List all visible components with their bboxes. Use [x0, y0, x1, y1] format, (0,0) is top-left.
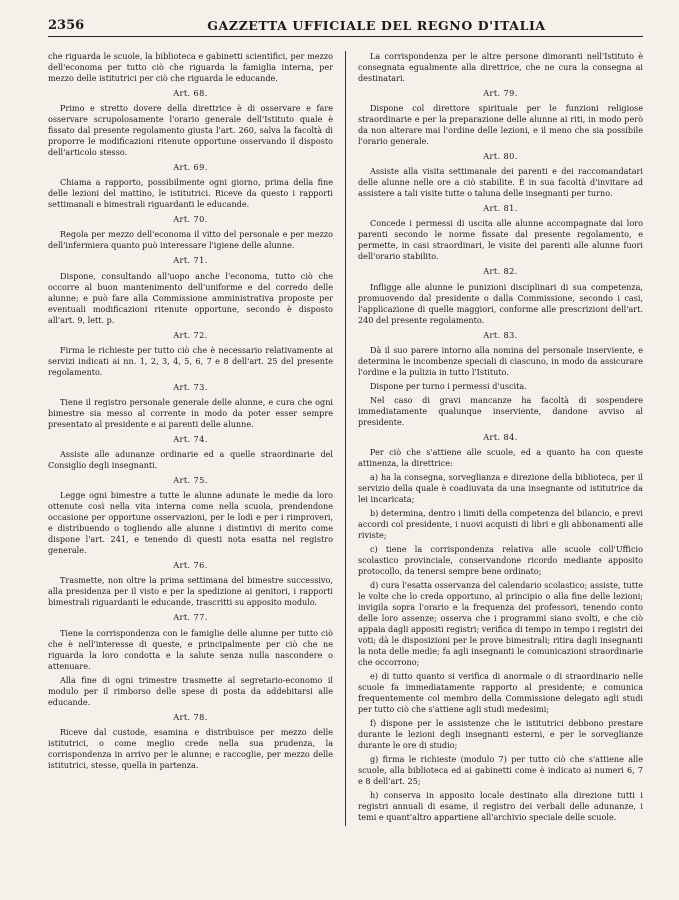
- paragraph: f) dispone per le assistenze che le istitutrici debbono prestare durante le lezioni degli insegnanti esterni, e per le sorveglianze durante le ore di studio;: [358, 717, 644, 750]
- left-column: [48, 51, 333, 826]
- article-heading: Art. 76.: [173, 560, 208, 571]
- paragraph: Assiste alla visita settimanale dei parenti e dei raccomandatari delle alunne nelle ore a ciò stabilite. È in sua facoltà d'invitare ad assistere a tali visite tutte o taluna delle insegnanti per turno.: [358, 166, 644, 199]
- article-heading: Art. 70.: [173, 214, 208, 225]
- article-heading: Art. 68.: [173, 88, 208, 98]
- article-heading: Art. 77.: [173, 612, 208, 623]
- paragraph: Chiama a rapporto, possibilmente ogni giorno, prima della fine delle lezioni del mattino, le istitutrici. Riceve da questo i rapporti settimanali e bimestrali riguardanti le educande.: [48, 177, 334, 210]
- paragraph: Legge ogni bimestre a tutte le alunne adunate le medie da loro ottenute così nella vita interna come nella scuola, prendendone occasione per opportune osservazioni, per le lodi e per i rimproveri, e distribuendo o togliendo alle alunne i distintivi di merito come dispone l'art. 241, e tenendo di questi nota esatta nel registro generale.: [48, 490, 334, 556]
- paragraph: Per ciò che s'attiene alle scuole, ed a quanto ha con queste attinenza, la direttrice:: [358, 446, 644, 468]
- paragraph: Primo e stretto dovere della direttrice è di osservare e fare osservare scrupolosamente l'orario generale dell'Istituto quale è fissato dal presente regolamento giusta l'art. 260, salva la facoltà di proporre le modificazioni ritenute opportune osservando il disposto dell'articolo stesso.: [48, 103, 334, 158]
- page-header: [48, 18, 643, 37]
- article-heading: Art. 78.: [173, 711, 208, 722]
- paragraph: Nel caso di gravi mancanze ha facoltà di sospendere immediatamente qualunque inserviente, dandone avviso al presidente.: [358, 394, 644, 427]
- article-heading: Art. 83.: [483, 329, 518, 340]
- paragraph: Dispone, consultando all'uopo anche l'economa, tutto ciò che occorre al buon mantenimento dell'uniforme e del corredo delle alunne; e può fare alla Commissione amministrativa proposte per eventuali modificazioni ritenute opportune, secondo è disposto all'art. 9, lett. p.: [48, 270, 334, 325]
- paragraph: b) determina, dentro i limiti della competenza del bilancio, e previ accordi col presidente, i nuovi acquisti di libri e gli abbonamenti alle riviste;: [358, 507, 644, 540]
- paragraph: Tiene il registro personale generale delle alunne, e cura che ogni bimestre sia messo al corrente in modo da poter esser sempre presentato al presidente e ai parenti delle alunne.: [48, 396, 334, 429]
- paragraph: Infligge alle alunne le punizioni disciplinari di sua competenza, promuovendo dal presidente o dalla Commissione, secondo i casi, l'applicazione di quelle maggiori, conforme alle prescrizioni dell'art. 240 del presente regolamento.: [358, 281, 644, 325]
- gazette-title: GAZZETTA UFFICIALE DEL REGNO D'ITALIA: [207, 18, 546, 33]
- text-columns: [48, 51, 643, 826]
- paragraph: Concede i permessi di uscita alle alunne accompagnate dai loro parenti secondo le norme fissate dal presente regolamento, e permette, in casi straordinari, le visite dei parenti alle alunne fuori dell'orario stabilito.: [358, 218, 644, 262]
- paragraph: e) di tutto quanto si verifica di anormale o di straordinario nelle scuole fa immediatamente rapporto al presidente; e comunica frequentemente col membro della Commissione delegato agli studi per tutto ciò che s'attiene agli studi medesimi;: [358, 670, 644, 714]
- article-heading: Art. 72.: [173, 329, 208, 340]
- paragraph: Dispone per turno i permessi d'uscita.: [370, 380, 527, 391]
- paragraph: g) firma le richieste (modulo 7) per tutto ciò che s'attiene alle scuole, alla biblioteca ed ai gabinetti come è indicato ai numeri 6, 7 e 8 dell'art. 25;: [358, 753, 644, 786]
- paragraph: Tiene la corrispondenza con le famiglie delle alunne per tutto ciò che è nell'interesse di queste, e principalmente per ciò che ne riguarda la loro condotta e la salute senza nulla nascondere o attenuare.: [48, 627, 334, 671]
- paragraph: d) cura l'esatta osservanza del calendario scolastico; assiste, tutte le volte che lo creda opportuno, al principio o alla fine delle lezioni; invigila sopra l'orario e la frequenza dei professori, tenendo conto delle loro assenze; osserva che i programmi siano svolti, e che ciò appaia dagli appositi registri; verifica di tempo in tempo i registri dei voti; dà le disposizioni per le prove bimestrali; ritira dagli insegnanti la nota delle medie; fa agli insegnanti le comunicazioni straordinarie che occorrono;: [358, 579, 644, 667]
- article-heading: Art. 82.: [483, 266, 518, 277]
- right-column: [358, 51, 643, 826]
- paragraph: Trasmette, non oltre la prima settimana del bimestre successivo, alla presidenza per il visto e per la spedizione ai genitori, i rapporti bimestrali riguardanti le educande, trascritti su apposito modulo.: [48, 575, 334, 608]
- article-heading: Art. 81.: [483, 203, 518, 214]
- article-heading: Art. 80.: [483, 151, 518, 162]
- paragraph: Assiste alle adunanze ordinarie ed a quelle straordinarie del Consiglio degli insegnanti.: [48, 449, 334, 471]
- article-heading: Art. 84.: [483, 431, 518, 442]
- paragraph: Regola per mezzo dell'economa il vitto del personale e per mezzo dell'infermiera quanto può interessare l'igiene delle alunne.: [48, 229, 334, 251]
- article-heading: Art. 69.: [173, 162, 208, 173]
- article-heading: Art. 73.: [173, 381, 208, 392]
- paragraph: h) conserva in apposito locale destinato alla direzione tutti i registri annuali di esame, il registro dei verbali delle adunanze, i temi e quant'altro appartiene all'archivio speciale delle scuole.: [358, 789, 644, 822]
- article-heading: Art. 74.: [173, 433, 208, 444]
- article-heading: Art. 71.: [173, 255, 208, 266]
- page-number: 2356: [48, 18, 85, 33]
- paragraph: Dà il suo parere intorno alla nomina del personale inserviente, e determina le incombenze speciali di ciascuno, in modo da assicurare l'ordine e la pulizia in tutto l'Istituto.: [358, 344, 644, 377]
- column-divider: [345, 51, 346, 826]
- paragraph: Alla fine di ogni trimestre trasmette al segretario-economo il modulo per il rimborso delle spese di posta da addebitarsi alle educande.: [48, 674, 334, 707]
- paragraph: c) tiene la corrispondenza relativa alle scuole coll'Ufficio scolastico provinciale, conservandone ricordo mediante apposito protocollo, da tenersi sempre bene ordinato;: [358, 543, 644, 576]
- paragraph: La corrispondenza per le altre persone dimoranti nell'Istituto è consegnata egualmente alla direttrice, che ne cura la consegna ai destinatari.: [358, 51, 644, 83]
- article-heading: Art. 79.: [483, 88, 518, 98]
- paragraph: che riguarda le scuole, la biblioteca e gabinetti scientifici, per mezzo dell'economa per tutto ciò che riguarda la famiglia interna, per mezzo delle istitutrici per ciò che riguarda le educande.: [48, 51, 334, 83]
- article-heading: Art. 75.: [173, 475, 208, 486]
- paragraph: Firma le richieste per tutto ciò che è necessario relativamente ai servizi indicati ai nn. 1, 2, 3, 4, 5, 6, 7 e 8 dell'art. 25 del presente regolamento.: [48, 344, 334, 377]
- paragraph: Riceve dal custode, esamina e distribuisce per mezzo delle istitutrici, o come meglio crede nella sua prudenza, la corrispondenza in arrivo per le alunne; e raccoglie, per mezzo delle istitutrici, stesse, quella in partenza.: [48, 726, 334, 770]
- paragraph: Dispone col direttore spirituale per le funzioni religiose straordinarie e per la preparazione delle alunne ai riti, in modo però da non alterare mai l'ordine delle lezioni, e il meno che sia possibile l'orario generale.: [358, 103, 644, 147]
- paragraph: a) ha la consegna, sorveglianza e direzione della biblioteca, per il servizio della quale è coadiuvata da una insegnante od istitutrice da lei incaricata;: [358, 471, 644, 504]
